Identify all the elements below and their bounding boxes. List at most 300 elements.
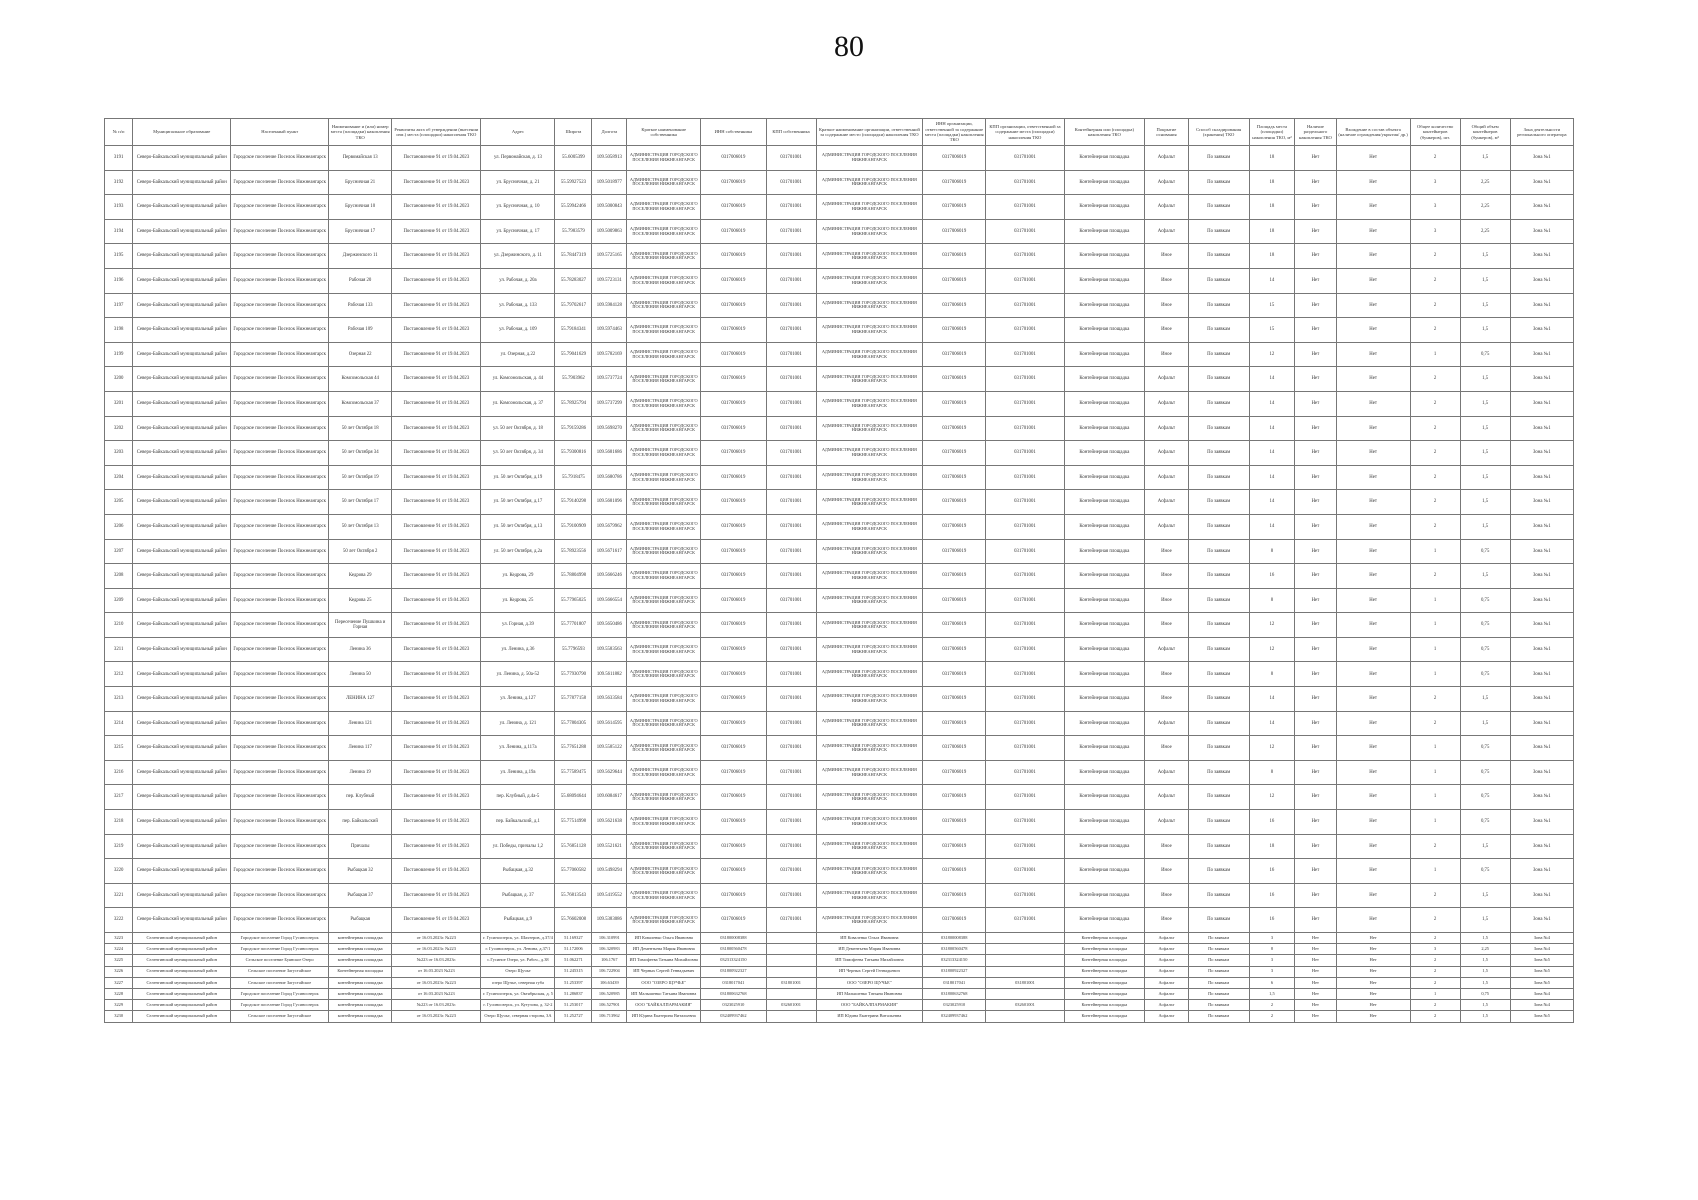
responsible-inn-cell: 0317006019 bbox=[923, 268, 986, 293]
responsible-inn-cell: 0317006019 bbox=[923, 367, 986, 392]
surface-cell: Иное bbox=[1145, 342, 1189, 367]
separate-collection-cell: Нет bbox=[1295, 883, 1336, 908]
responsible-org-cell: ИП Коваленко Ольга Ивановна bbox=[816, 933, 923, 944]
municipality-cell: Северо-Байкальский муниципальный район bbox=[133, 785, 231, 810]
owner-kpp-cell bbox=[766, 955, 816, 966]
owner-inn-cell: 0317006019 bbox=[701, 293, 766, 318]
municipality-cell: Северо-Байкальский муниципальный район bbox=[133, 908, 231, 933]
responsible-kpp-cell: 031701001 bbox=[986, 490, 1064, 515]
responsible-kpp-cell: 031701001 bbox=[986, 441, 1064, 466]
address-cell: ул. 50 лет Октября, д. 34 bbox=[481, 441, 555, 466]
surface-cell: Асфальт bbox=[1145, 760, 1189, 785]
municipality-cell: Северо-Байкальский муниципальный район bbox=[133, 711, 231, 736]
address-cell: ул. Рабочая, д. 109 bbox=[481, 318, 555, 343]
owner-kpp-cell: 031701001 bbox=[766, 736, 816, 761]
site-type-cell: Контейнерная площадка bbox=[1064, 834, 1145, 859]
separate-collection-cell: Нет bbox=[1295, 391, 1336, 416]
site-type-cell: Контейнерная площадка bbox=[1064, 490, 1145, 515]
responsible-kpp-cell bbox=[986, 1011, 1064, 1022]
responsible-org-cell: АДМИНИСТРАЦИЯ ГОРОДСКОГО ПОСЕЛЕНИЯ НИЖНЕАНГАРСК bbox=[816, 588, 923, 613]
row-number-cell: 3216 bbox=[105, 760, 133, 785]
site-name-cell: ЛЕНИНА 127 bbox=[329, 687, 392, 712]
settlement-cell: Сельское поселение Загустайское bbox=[231, 1011, 329, 1022]
enclosure-cell: Нет bbox=[1336, 785, 1410, 810]
container-count-cell: 1 bbox=[1410, 859, 1460, 884]
settlement-cell: Городское поселение Поселок Нижнеангарск bbox=[231, 760, 329, 785]
site-name-cell: контейнерная площадка bbox=[329, 1000, 392, 1011]
owner-kpp-cell: 031701001 bbox=[766, 391, 816, 416]
area-cell: 12 bbox=[1249, 613, 1295, 638]
site-name-cell: пер. Клубный bbox=[329, 785, 392, 810]
owner-inn-cell: 0317006019 bbox=[701, 490, 766, 515]
site-name-cell: контейнерная площадка bbox=[329, 933, 392, 944]
table-row bbox=[105, 944, 1574, 955]
area-cell: 14 bbox=[1249, 268, 1295, 293]
site-name-cell: контейнерная площадка bbox=[329, 944, 392, 955]
container-volume-cell: 1,5 bbox=[1460, 416, 1510, 441]
container-count-cell: 3 bbox=[1410, 170, 1460, 195]
responsible-inn-cell: 0317006019 bbox=[923, 342, 986, 367]
settlement-cell: Городское поселение Поселок Нижнеангарск bbox=[231, 859, 329, 884]
address-cell: ул. Дзержинского, д. 11 bbox=[481, 244, 555, 269]
owner-name-cell: АДМИНИСТРАЦИЯ ГОРОДСКОГО ПОСЕЛЕНИЯ НИЖНЕАНГАРСК bbox=[627, 195, 701, 220]
storage-method-cell: По заявкам bbox=[1188, 391, 1249, 416]
row-number-cell: 3214 bbox=[105, 711, 133, 736]
municipality-cell: Северо-Байкальский муниципальный район bbox=[133, 342, 231, 367]
site-type-cell: Контейнерная площадка bbox=[1064, 367, 1145, 392]
column-header: Площадь места (площадки) накопления ТКО, м² bbox=[1249, 119, 1295, 146]
table-row bbox=[105, 637, 1574, 662]
responsible-org-cell: АДМИНИСТРАЦИЯ ГОРОДСКОГО ПОСЕЛЕНИЯ НИЖНЕАНГАРСК bbox=[816, 146, 923, 171]
longitude-cell: 109.5521621 bbox=[592, 834, 627, 859]
storage-method-cell: По заявкам bbox=[1188, 933, 1249, 944]
enclosure-cell: Нет bbox=[1336, 933, 1410, 944]
table-row bbox=[105, 268, 1574, 293]
site-type-cell: Контейнерная площадка bbox=[1064, 760, 1145, 785]
storage-method-cell: По заявкам bbox=[1188, 687, 1249, 712]
address-cell: ул. Брусничная, д. 17 bbox=[481, 219, 555, 244]
owner-name-cell: АДМИНИСТРАЦИЯ ГОРОДСКОГО ПОСЕЛЕНИЯ НИЖНЕАНГАРСК bbox=[627, 367, 701, 392]
site-name-cell: 50 лет Октября 17 bbox=[329, 490, 392, 515]
responsible-kpp-cell: 032601001 bbox=[986, 1000, 1064, 1011]
container-count-cell: 2 bbox=[1410, 465, 1460, 490]
enclosure-cell: Нет bbox=[1336, 966, 1410, 977]
site-type-cell: Контейнерная площадка bbox=[1064, 883, 1145, 908]
site-type-cell: Контейнерная площадка bbox=[1064, 268, 1145, 293]
table-row bbox=[105, 977, 1574, 988]
area-cell: 12 bbox=[1249, 736, 1295, 761]
site-type-cell: Контейнерная площадка bbox=[1064, 944, 1145, 955]
container-volume-cell: 0,75 bbox=[1460, 988, 1510, 999]
settlement-cell: Городское поселение Город Гусиноозерск bbox=[231, 944, 329, 955]
longitude-cell: 106.320983 bbox=[592, 944, 627, 955]
longitude-cell: 109.5698270 bbox=[592, 416, 627, 441]
owner-kpp-cell: 031701001 bbox=[766, 170, 816, 195]
surface-cell: Иное bbox=[1145, 834, 1189, 859]
separate-collection-cell: Нет bbox=[1295, 944, 1336, 955]
municipality-cell: Северо-Байкальский муниципальный район bbox=[133, 687, 231, 712]
owner-name-cell: АДМИНИСТРАЦИЯ ГОРОДСКОГО ПОСЕЛЕНИЯ НИЖНЕАНГАРСК bbox=[627, 416, 701, 441]
site-name-cell: контейнерная площадка bbox=[329, 1011, 392, 1022]
responsible-inn-cell: 0317006019 bbox=[923, 318, 986, 343]
container-count-cell: 2 bbox=[1410, 146, 1460, 171]
responsible-kpp-cell bbox=[986, 955, 1064, 966]
settlement-cell: Городское поселение Поселок Нижнеангарск bbox=[231, 318, 329, 343]
longitude-cell: 109.5666246 bbox=[592, 564, 627, 589]
approval-act-cell: Постановление 91 от 19.04.2023 bbox=[392, 219, 481, 244]
site-type-cell: Контейнерная площадка bbox=[1064, 146, 1145, 171]
row-number-cell: 3204 bbox=[105, 465, 133, 490]
owner-name-cell: АДМИНИСТРАЦИЯ ГОРОДСКОГО ПОСЕЛЕНИЯ НИЖНЕАНГАРСК bbox=[627, 760, 701, 785]
address-cell: ул. Комсомольская, д. 37 bbox=[481, 391, 555, 416]
responsible-kpp-cell: 031701001 bbox=[986, 662, 1064, 687]
latitude-cell: 55.78923556 bbox=[555, 539, 592, 564]
container-volume-cell: 0,75 bbox=[1460, 637, 1510, 662]
site-type-cell: Контейнерная площадка bbox=[1064, 244, 1145, 269]
column-header: Широта bbox=[555, 119, 592, 146]
operator-zone-cell: Зона №4 bbox=[1510, 933, 1573, 944]
surface-cell: Иное bbox=[1145, 539, 1189, 564]
owner-name-cell: АДМИНИСТРАЦИЯ ГОРОДСКОГО ПОСЕЛЕНИЯ НИЖНЕАНГАРСК bbox=[627, 687, 701, 712]
site-type-cell: Контейнерная площадка bbox=[1064, 564, 1145, 589]
container-count-cell: 1 bbox=[1410, 662, 1460, 687]
container-count-cell: 1 bbox=[1410, 810, 1460, 835]
responsible-inn-cell: 0317006019 bbox=[923, 662, 986, 687]
site-type-cell: Контейнерная площадка bbox=[1064, 195, 1145, 220]
address-cell: г. Гусиноозерск, ул. Кутузова, д. 32-2 bbox=[481, 1000, 555, 1011]
responsible-org-cell: АДМИНИСТРАЦИЯ ГОРОДСКОГО ПОСЕЛЕНИЯ НИЖНЕАНГАРСК bbox=[816, 687, 923, 712]
responsible-inn-cell: 0317006019 bbox=[923, 785, 986, 810]
operator-zone-cell: Зона №4 bbox=[1510, 988, 1573, 999]
container-count-cell: 1 bbox=[1410, 988, 1460, 999]
longitude-cell: 109.5723131 bbox=[592, 268, 627, 293]
registry-table bbox=[104, 118, 1574, 1023]
container-volume-cell: 1,5 bbox=[1460, 514, 1510, 539]
site-type-cell: Контейнерная площадка bbox=[1064, 391, 1145, 416]
area-cell: 14 bbox=[1249, 711, 1295, 736]
column-header: Контейнерная или (площадка) накопления ТКО bbox=[1064, 119, 1145, 146]
separate-collection-cell: Нет bbox=[1295, 465, 1336, 490]
surface-cell: Асфальт bbox=[1145, 219, 1189, 244]
storage-method-cell: По заявкам bbox=[1188, 588, 1249, 613]
responsible-kpp-cell: 031701001 bbox=[986, 613, 1064, 638]
owner-kpp-cell bbox=[766, 1011, 816, 1022]
enclosure-cell: Нет bbox=[1336, 342, 1410, 367]
owner-inn-cell: 0317006019 bbox=[701, 514, 766, 539]
column-header: Населенный пункт bbox=[231, 119, 329, 146]
responsible-kpp-cell: 031701001 bbox=[986, 293, 1064, 318]
responsible-kpp-cell: 031701001 bbox=[986, 195, 1064, 220]
surface-cell: Асфальт bbox=[1145, 955, 1189, 966]
settlement-cell: Сельское поселение Загустайское bbox=[231, 966, 329, 977]
longitude-cell: 109.5621638 bbox=[592, 810, 627, 835]
responsible-org-cell: АДМИНИСТРАЦИЯ ГОРОДСКОГО ПОСЕЛЕНИЯ НИЖНЕАНГАРСК bbox=[816, 785, 923, 810]
area-cell: 8 bbox=[1249, 760, 1295, 785]
site-type-cell: Контейнерная площадка bbox=[1064, 785, 1145, 810]
owner-kpp-cell: 031701001 bbox=[766, 637, 816, 662]
container-volume-cell: 1,5 bbox=[1460, 908, 1510, 933]
address-cell: пер. Клубный, д.4а-5 bbox=[481, 785, 555, 810]
latitude-cell: 51.253397 bbox=[555, 977, 592, 988]
longitude-cell: 109.5984128 bbox=[592, 293, 627, 318]
owner-kpp-cell: 032601001 bbox=[766, 1000, 816, 1011]
surface-cell: Асфальт bbox=[1145, 146, 1189, 171]
settlement-cell: Городское поселение Поселок Нижнеангарск bbox=[231, 613, 329, 638]
responsible-org-cell: АДМИНИСТРАЦИЯ ГОРОДСКОГО ПОСЕЛЕНИЯ НИЖНЕАНГАРСК bbox=[816, 268, 923, 293]
responsible-kpp-cell: 031701001 bbox=[986, 170, 1064, 195]
settlement-cell: Городское поселение Поселок Нижнеангарск bbox=[231, 244, 329, 269]
owner-inn-cell: 031800560478 bbox=[701, 944, 766, 955]
row-number-cell: 3209 bbox=[105, 588, 133, 613]
responsible-inn-cell: 0317006019 bbox=[923, 195, 986, 220]
owner-name-cell: АДМИНИСТРАЦИЯ ГОРОДСКОГО ПОСЕЛЕНИЯ НИЖНЕАНГАРСК bbox=[627, 908, 701, 933]
row-number-cell: 3226 bbox=[105, 966, 133, 977]
surface-cell: Иное bbox=[1145, 613, 1189, 638]
owner-kpp-cell: 031701001 bbox=[766, 441, 816, 466]
registry-table-container bbox=[104, 118, 1574, 1023]
longitude-cell: 109.5058913 bbox=[592, 146, 627, 171]
enclosure-cell: Нет bbox=[1336, 219, 1410, 244]
responsible-inn-cell: 032409937462 bbox=[923, 1011, 986, 1022]
owner-kpp-cell: 031701001 bbox=[766, 760, 816, 785]
table-row bbox=[105, 955, 1574, 966]
container-count-cell: 2 bbox=[1410, 391, 1460, 416]
container-count-cell: 2 bbox=[1410, 293, 1460, 318]
surface-cell: Иное bbox=[1145, 318, 1189, 343]
container-count-cell: 3 bbox=[1410, 195, 1460, 220]
separate-collection-cell: Нет bbox=[1295, 588, 1336, 613]
container-volume-cell: 1,5 bbox=[1460, 490, 1510, 515]
owner-name-cell: АДМИНИСТРАЦИЯ ГОРОДСКОГО ПОСЕЛЕНИЯ НИЖНЕАНГАРСК bbox=[627, 170, 701, 195]
longitude-cell: 109.5614595 bbox=[592, 711, 627, 736]
row-number-cell: 3197 bbox=[105, 293, 133, 318]
longitude-cell: 109.5018977 bbox=[592, 170, 627, 195]
operator-zone-cell: Зона №1 bbox=[1510, 588, 1573, 613]
row-number-cell: 3194 bbox=[105, 219, 133, 244]
area-cell: 2 bbox=[1249, 1000, 1295, 1011]
container-count-cell: 3 bbox=[1410, 219, 1460, 244]
responsible-inn-cell: 0317006019 bbox=[923, 883, 986, 908]
storage-method-cell: По заявкам bbox=[1188, 966, 1249, 977]
site-name-cell: Первомайская 13 bbox=[329, 146, 392, 171]
address-cell: ул. Брусничная, д. 21 bbox=[481, 170, 555, 195]
site-name-cell: Рабочая 109 bbox=[329, 318, 392, 343]
storage-method-cell: По заявкам bbox=[1188, 785, 1249, 810]
owner-name-cell: АДМИНИСТРАЦИЯ ГОРОДСКОГО ПОСЕЛЕНИЯ НИЖНЕАНГАРСК bbox=[627, 736, 701, 761]
container-count-cell: 1 bbox=[1410, 785, 1460, 810]
approval-act-cell: Постановление 91 от 19.04.2023 bbox=[392, 588, 481, 613]
latitude-cell: 51.252727 bbox=[555, 1011, 592, 1022]
site-type-cell: Контейнерная площадка bbox=[1064, 966, 1145, 977]
surface-cell: Иное bbox=[1145, 564, 1189, 589]
address-cell: ул. Ленина, д.117а bbox=[481, 736, 555, 761]
table-row bbox=[105, 613, 1574, 638]
owner-inn-cell: 0317006019 bbox=[701, 465, 766, 490]
site-name-cell: 50 лет Октября 18 bbox=[329, 416, 392, 441]
table-row bbox=[105, 146, 1574, 171]
site-type-cell: Контейнерная площадка bbox=[1064, 988, 1145, 999]
storage-method-cell: По заявкам bbox=[1188, 955, 1249, 966]
container-volume-cell: 2,25 bbox=[1460, 219, 1510, 244]
site-type-cell: Контейнерная площадка bbox=[1064, 219, 1145, 244]
approval-act-cell: Постановление 91 от 19.04.2023 bbox=[392, 736, 481, 761]
container-count-cell: 2 bbox=[1410, 367, 1460, 392]
table-row bbox=[105, 441, 1574, 466]
municipality-cell: Северо-Байкальский муниципальный район bbox=[133, 859, 231, 884]
responsible-kpp-cell: 031701001 bbox=[986, 564, 1064, 589]
responsible-inn-cell: 0317006019 bbox=[923, 711, 986, 736]
address-cell: ул. Комсомольская, д. 44 bbox=[481, 367, 555, 392]
longitude-cell: 109.6084617 bbox=[592, 785, 627, 810]
approval-act-cell: Постановление 91 от 19.04.2023 bbox=[392, 367, 481, 392]
site-name-cell: 50 лет Октября 13 bbox=[329, 514, 392, 539]
header-row bbox=[105, 119, 1574, 146]
site-name-cell: Кедрова 29 bbox=[329, 564, 392, 589]
owner-name-cell: ИП Коваленко Ольга Ивановна bbox=[627, 933, 701, 944]
table-row bbox=[105, 785, 1574, 810]
column-header: Долгота bbox=[592, 119, 627, 146]
owner-kpp-cell: 031701001 bbox=[766, 810, 816, 835]
area-cell: 15 bbox=[1249, 318, 1295, 343]
owner-kpp-cell bbox=[766, 944, 816, 955]
enclosure-cell: Нет bbox=[1336, 736, 1410, 761]
municipality-cell: Северо-Байкальский муниципальный район bbox=[133, 662, 231, 687]
area-cell: 14 bbox=[1249, 490, 1295, 515]
settlement-cell: Городское поселение Поселок Нижнеангарск bbox=[231, 687, 329, 712]
longitude-cell: 106.63439 bbox=[592, 977, 627, 988]
responsible-inn-cell: 0317006019 bbox=[923, 613, 986, 638]
enclosure-cell: Нет bbox=[1336, 588, 1410, 613]
container-volume-cell: 0,75 bbox=[1460, 539, 1510, 564]
owner-kpp-cell: 031701001 bbox=[766, 465, 816, 490]
area-cell: 18 bbox=[1249, 170, 1295, 195]
area-cell: 12 bbox=[1249, 342, 1295, 367]
responsible-kpp-cell: 031701001 bbox=[986, 883, 1064, 908]
row-number-cell: 3220 bbox=[105, 859, 133, 884]
owner-name-cell: АДМИНИСТРАЦИЯ ГОРОДСКОГО ПОСЕЛЕНИЯ НИЖНЕАНГАРСК bbox=[627, 539, 701, 564]
responsible-org-cell: ИП Тимофеева Татьяна Михайловна bbox=[816, 955, 923, 966]
surface-cell: Асфальт bbox=[1145, 1011, 1189, 1022]
owner-inn-cell: 0317006019 bbox=[701, 244, 766, 269]
site-name-cell: контейнерная площадка bbox=[329, 977, 392, 988]
operator-zone-cell: Зона №5 bbox=[1510, 977, 1573, 988]
owner-kpp-cell: 031701001 bbox=[766, 613, 816, 638]
longitude-cell: 106.310991 bbox=[592, 933, 627, 944]
storage-method-cell: По заявкам bbox=[1188, 219, 1249, 244]
responsible-inn-cell: 0317006019 bbox=[923, 391, 986, 416]
area-cell: 16 bbox=[1249, 883, 1295, 908]
table-row bbox=[105, 810, 1574, 835]
enclosure-cell: Нет bbox=[1336, 1000, 1410, 1011]
enclosure-cell: Нет bbox=[1336, 760, 1410, 785]
surface-cell: Асфальт bbox=[1145, 977, 1189, 988]
owner-kpp-cell: 031701001 bbox=[766, 367, 816, 392]
enclosure-cell: Нет bbox=[1336, 613, 1410, 638]
owner-inn-cell: 0317006019 bbox=[701, 588, 766, 613]
table-row bbox=[105, 687, 1574, 712]
address-cell: ул. Победы, причалы 1,2 bbox=[481, 834, 555, 859]
approval-act-cell: Постановление 91 от 19.04.2023 bbox=[392, 539, 481, 564]
separate-collection-cell: Нет bbox=[1295, 244, 1336, 269]
site-name-cell: Рабочая 20 bbox=[329, 268, 392, 293]
site-name-cell: Ленина 121 bbox=[329, 711, 392, 736]
latitude-cell: 55.79041629 bbox=[555, 342, 592, 367]
settlement-cell: Городское поселение Поселок Нижнеангарск bbox=[231, 268, 329, 293]
storage-method-cell: По заявкам bbox=[1188, 988, 1249, 999]
container-volume-cell: 1,5 bbox=[1460, 834, 1510, 859]
row-number-cell: 3201 bbox=[105, 391, 133, 416]
latitude-cell: 55.77514998 bbox=[555, 810, 592, 835]
container-volume-cell: 0,75 bbox=[1460, 785, 1510, 810]
responsible-org-cell: АДМИНИСТРАЦИЯ ГОРОДСКОГО ПОСЕЛЕНИЯ НИЖНЕАНГАРСК bbox=[816, 637, 923, 662]
responsible-inn-cell: 0317006019 bbox=[923, 416, 986, 441]
municipality-cell: Северо-Байкальский муниципальный район bbox=[133, 391, 231, 416]
container-volume-cell: 0,75 bbox=[1460, 810, 1510, 835]
container-volume-cell: 1,5 bbox=[1460, 711, 1510, 736]
site-name-cell: Ленина 117 bbox=[329, 736, 392, 761]
separate-collection-cell: Нет bbox=[1295, 219, 1336, 244]
site-type-cell: Контейнерная площадка bbox=[1064, 687, 1145, 712]
operator-zone-cell: Зона №1 bbox=[1510, 244, 1573, 269]
enclosure-cell: Нет bbox=[1336, 687, 1410, 712]
latitude-cell: 55.7796593 bbox=[555, 637, 592, 662]
approval-act-cell: Постановление 91 от 19.04.2023 bbox=[392, 760, 481, 785]
row-number-cell: 3200 bbox=[105, 367, 133, 392]
row-number-cell: 3224 bbox=[105, 944, 133, 955]
container-volume-cell: 0,75 bbox=[1460, 342, 1510, 367]
area-cell: 14 bbox=[1249, 465, 1295, 490]
table-row bbox=[105, 391, 1574, 416]
operator-zone-cell: Зона №4 bbox=[1510, 1000, 1573, 1011]
table-row bbox=[105, 736, 1574, 761]
surface-cell: Асфальт bbox=[1145, 637, 1189, 662]
owner-kpp-cell: 031701001 bbox=[766, 687, 816, 712]
address-cell: Рыбацкая, д.32 bbox=[481, 859, 555, 884]
separate-collection-cell: Нет bbox=[1295, 416, 1336, 441]
responsible-kpp-cell: 031701001 bbox=[986, 391, 1064, 416]
responsible-inn-cell: 0323025910 bbox=[923, 1000, 986, 1011]
surface-cell: Асфальт bbox=[1145, 1000, 1189, 1011]
site-name-cell: Комсомольская 44 bbox=[329, 367, 392, 392]
settlement-cell: Городское поселение Поселок Нижнеангарск bbox=[231, 810, 329, 835]
responsible-inn-cell: 0317006019 bbox=[923, 219, 986, 244]
storage-method-cell: По заявкам bbox=[1188, 465, 1249, 490]
surface-cell: Асфальт bbox=[1145, 944, 1189, 955]
owner-kpp-cell: 031801001 bbox=[766, 977, 816, 988]
approval-act-cell: Постановление 91 от 19.04.2023 bbox=[392, 293, 481, 318]
responsible-org-cell: ООО "ОЗЕРО ЩУЧЬЕ" bbox=[816, 977, 923, 988]
address-cell: ул. Ленина, д.19а bbox=[481, 760, 555, 785]
municipality-cell: Северо-Байкальский муниципальный район bbox=[133, 441, 231, 466]
table-row bbox=[105, 908, 1574, 933]
owner-kpp-cell: 031701001 bbox=[766, 539, 816, 564]
storage-method-cell: По заявкам bbox=[1188, 810, 1249, 835]
owner-kpp-cell: 031701001 bbox=[766, 785, 816, 810]
municipality-cell: Северо-Байкальский муниципальный район bbox=[133, 146, 231, 171]
area-cell: 18 bbox=[1249, 834, 1295, 859]
responsible-inn-cell: 031800922327 bbox=[923, 966, 986, 977]
approval-act-cell: Постановление 91 от 19.04.2023 bbox=[392, 514, 481, 539]
responsible-inn-cell: 0317006019 bbox=[923, 834, 986, 859]
separate-collection-cell: Нет bbox=[1295, 977, 1336, 988]
table-row bbox=[105, 711, 1574, 736]
latitude-cell: 55.79184341 bbox=[555, 318, 592, 343]
owner-name-cell: АДМИНИСТРАЦИЯ ГОРОДСКОГО ПОСЕЛЕНИЯ НИЖНЕАНГАРСК bbox=[627, 637, 701, 662]
area-cell: 8 bbox=[1249, 662, 1295, 687]
settlement-cell: Городское поселение Поселок Нижнеангарск bbox=[231, 367, 329, 392]
row-number-cell: 3217 bbox=[105, 785, 133, 810]
table-row bbox=[105, 318, 1574, 343]
